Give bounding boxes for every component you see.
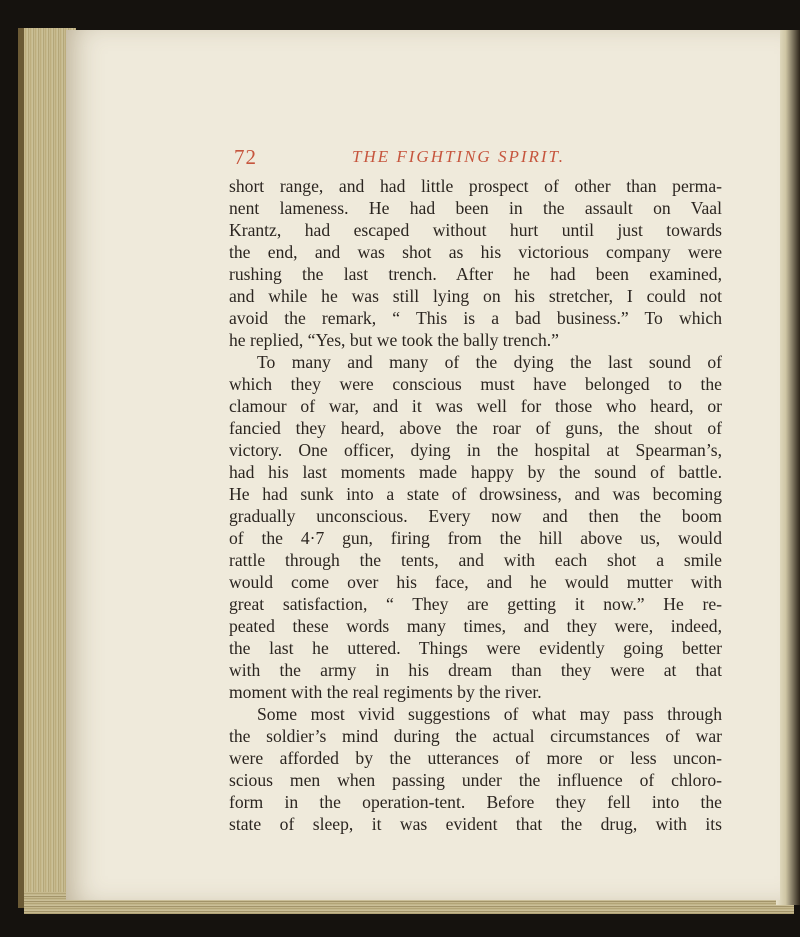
text-line: Krantz, had escaped without hurt until just towards [229,220,722,240]
paragraph-1 [229,175,722,351]
text-line: To many and many of the dying the last sound of [257,352,722,372]
text-line: gradually unconscious. Every now and then the boom [229,506,722,526]
text-line: were afforded by the utterances of more or less uncon- [229,748,722,768]
book-page [66,30,780,900]
text-line: nent lameness. He had been in the assault on Vaal [229,198,722,218]
text-line: avoid the remark, “ This is a bad business.” To which [229,308,722,328]
text-line: Some most vivid suggestions of what may pass through [257,704,722,724]
text-line: which they were conscious must have belonged to the [229,374,722,394]
text-line: peated these words many times, and they were, indeed, [229,616,722,636]
text-line: would come over his face, and he would mutter with [229,572,722,592]
text-line: state of sleep, it was evident that the drug, with its [229,814,722,834]
page-header [66,145,780,171]
running-head: THE FIGHTING SPIRIT. [352,147,565,166]
text-line: rushing the last trench. After he had been examined, [229,264,722,284]
page-number: 72 [234,145,257,169]
text-line: the soldier’s mind during the actual circumstances of war [229,726,722,746]
text-line: short range, and had little prospect of other than perma- [229,176,722,196]
text-line: moment with the real regiments by the river. [229,682,542,702]
text-line: clamour of war, and it was well for those who heard, or [229,396,722,416]
text-line: form in the operation-tent. Before they fell into the [229,792,722,812]
text-line: of the 4·7 gun, firing from the hill above us, would [229,528,722,548]
text-line: had his last moments made happy by the sound of battle. [229,462,722,482]
paragraph-2 [229,351,722,703]
text-line: rattle through the tents, and with each shot a smile [229,550,722,570]
text-line: fancied they heard, above the roar of guns, the shout of [229,418,722,438]
text-line: victory. One officer, dying in the hospital at Spearman’s, [229,440,722,460]
body-text [229,175,722,835]
text-line: he replied, “Yes, but we took the bally trench.” [229,330,559,350]
text-line: great satisfaction, “ They are getting it now.” He re- [229,594,722,614]
text-line: He had sunk into a state of drowsiness, and was becoming [229,484,722,504]
paragraph-3 [229,703,722,835]
text-line: with the army in his dream than they were at that [229,660,722,680]
text-line: the end, and was shot as his victorious company were [229,242,722,262]
text-line: and while he was still lying on his stretcher, I could not [229,286,722,306]
text-line: scious men when passing under the influence of chloro- [229,770,722,790]
text-line: the last he uttered. Things were evidently going better [229,638,722,658]
